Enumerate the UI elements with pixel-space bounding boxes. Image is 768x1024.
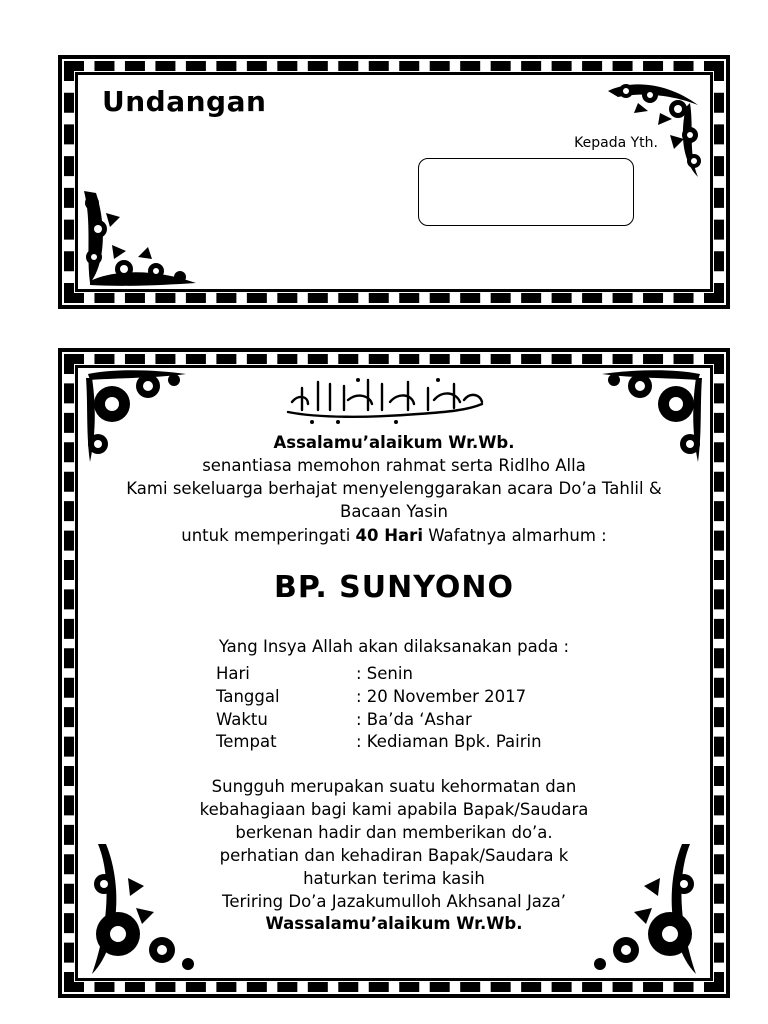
detail-label: Tanggal (216, 687, 280, 706)
detail-label: Hari (216, 664, 250, 683)
invitation-line-1: senantiasa memohon rahmat serta Ridlho Alla (202, 456, 586, 475)
floral-ornament-top-right (598, 73, 710, 185)
detail-value: : 20 November 2017 (356, 687, 527, 706)
deceased-name: BP. SUNYONO (273, 570, 515, 605)
memorial-day-count: 40 Hari (355, 526, 423, 545)
envelope-title: Undangan (102, 85, 267, 118)
closing-line-5: haturkan terima kasih (303, 869, 485, 888)
detail-label: Waktu (216, 710, 268, 729)
invitation-card (58, 348, 730, 998)
invitation-text (80, 348, 708, 998)
detail-label: Tempat (216, 732, 277, 751)
greeting: Assalamu’alaikum Wr.Wb. (273, 433, 515, 452)
closing-line-1: Sungguh merupakan suatu kehormatan dan (211, 777, 577, 796)
invitation-line-4-post: Wafatnya almarhum : (422, 526, 607, 545)
detail-row-day (216, 664, 616, 683)
schedule-intro: Yang Insya Allah akan dilaksanakan pada : (218, 637, 570, 656)
envelope-card (58, 55, 730, 309)
floral-ornament-bottom-left (76, 183, 202, 289)
detail-row-time (216, 710, 616, 729)
closing-line-6: Teriring Do’a Jazakumulloh Akhsanal Jaza’ (222, 892, 566, 911)
invitation-line-2: Kami sekeluarga berhajat menyelenggarakan acara Do’a Tahlil & (126, 479, 662, 498)
invitation-line-3: Bacaan Yasin (340, 502, 448, 521)
detail-value: : Ba’da ‘Ashar (356, 710, 472, 729)
closing-line-2: kebahagiaan bagi kami apabila Bapak/Saudara (199, 800, 589, 819)
detail-value: : Senin (356, 664, 413, 683)
detail-value: : Kediaman Bpk. Pairin (356, 732, 542, 751)
invitation-line-4-pre: untuk memperingati (181, 526, 356, 545)
recipient-label: Kepada Yth. (574, 135, 658, 151)
detail-row-date (216, 687, 616, 706)
closing-line-3: berkenan hadir dan memberikan do’a. (235, 823, 553, 842)
invitation-line-4 (80, 526, 708, 545)
farewell: Wassalamu’alaikum Wr.Wb. (265, 914, 523, 933)
closing-line-4: perhatian dan kehadiran Bapak/Saudara k (219, 846, 569, 865)
detail-row-place (216, 732, 616, 751)
